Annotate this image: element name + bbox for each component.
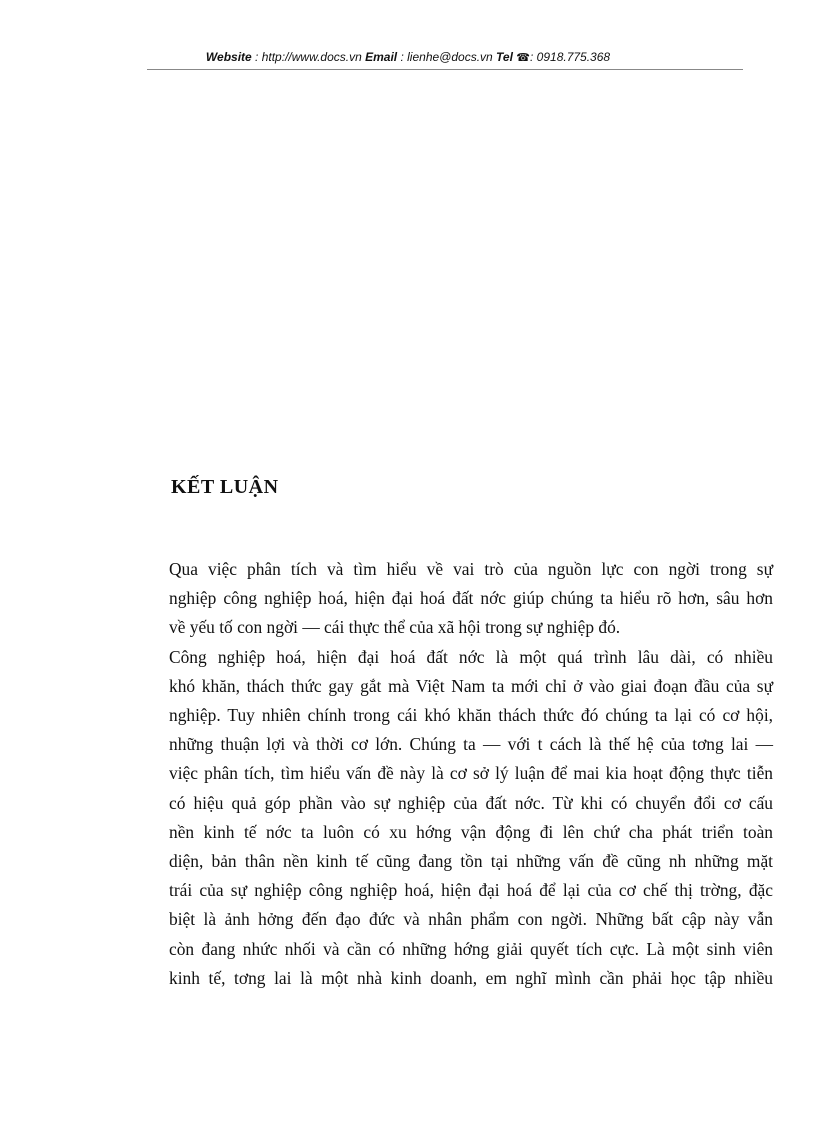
text-line: nghiệp. Tuy nhiên chính trong cái khó khăn thách thức đó chúng ta lại có cơ hội, (169, 705, 773, 726)
text-line: còn đang nhức nhối và cần có những hớng giải quyết tích cực. Là một sinh viên (169, 938, 773, 959)
text-line: việc phân tích, tìm hiểu vấn đề này là cơ sở lý luận để mai kia hoạt động thực tiễn (169, 763, 773, 784)
text-line: diện, bản thân nền kinh tế cũng đang tồn tại những vấn đề cũng nh những mặt (169, 851, 773, 872)
telephone-icon: ☎ (516, 52, 530, 64)
section-title: KẾT LUẬN (171, 476, 279, 498)
email-label: Email (365, 50, 398, 64)
text-line: kinh tế, tơng lai là một nhà kinh doanh, em nghĩ mình cần phải học tập nhiều (169, 967, 773, 988)
text-line: Công nghiệp hoá, hiện đại hoá đất nớc là một quá trình lâu dài, có nhiều (169, 646, 773, 667)
text-line: về yếu tố con ngời — cái thực thể của xã hội trong sự nghiệp đó. (169, 617, 621, 638)
text-line: những thuận lợi và thời cơ lớn. Chúng ta — với t cách là thế hệ của tơng lai — (169, 734, 773, 755)
text-line: khó khăn, thách thức gay gắt mà Việt Nam ta mới chỉ ở vào giai đoạn đầu của sự (169, 675, 773, 696)
text-line: nền kinh tế nớc ta luôn có xu hớng vận động đi lên chứ cha phát triển toàn (169, 821, 773, 842)
body-text (133, 555, 773, 993)
text-line: có hiệu quả góp phần vào sự nghiệp của đất nớc. Từ khi có chuyển đổi cơ cấu (169, 792, 773, 813)
text-line: nghiệp công nghiệp hoá, hiện đại hoá đất nớc giúp chúng ta hiểu rõ hơn, sâu hơn (169, 588, 773, 609)
tel-label: Tel (496, 50, 513, 64)
text-line: Qua việc phân tích và tìm hiểu về vai trò của nguồn lực con ngời trong sự (169, 559, 773, 579)
paragraph (133, 555, 773, 643)
text-line: biệt là ảnh hởng đến đạo đức và nhân phẩm con ngời. Những bất cập này vẫn (169, 909, 773, 930)
email-address: : lienhe@docs.vn (400, 50, 493, 64)
page-header (0, 50, 816, 64)
header-divider (147, 69, 743, 70)
tel-number: : 0918.775.368 (530, 50, 611, 64)
text-line: trái của sự nghiệp công nghiệp hoá, hiện đại hoá để lại của cơ chế thị trờng, đặc (169, 880, 773, 901)
paragraph (133, 643, 773, 993)
website-url: : http://www.docs.vn (255, 50, 362, 64)
website-label: Website (205, 50, 252, 64)
